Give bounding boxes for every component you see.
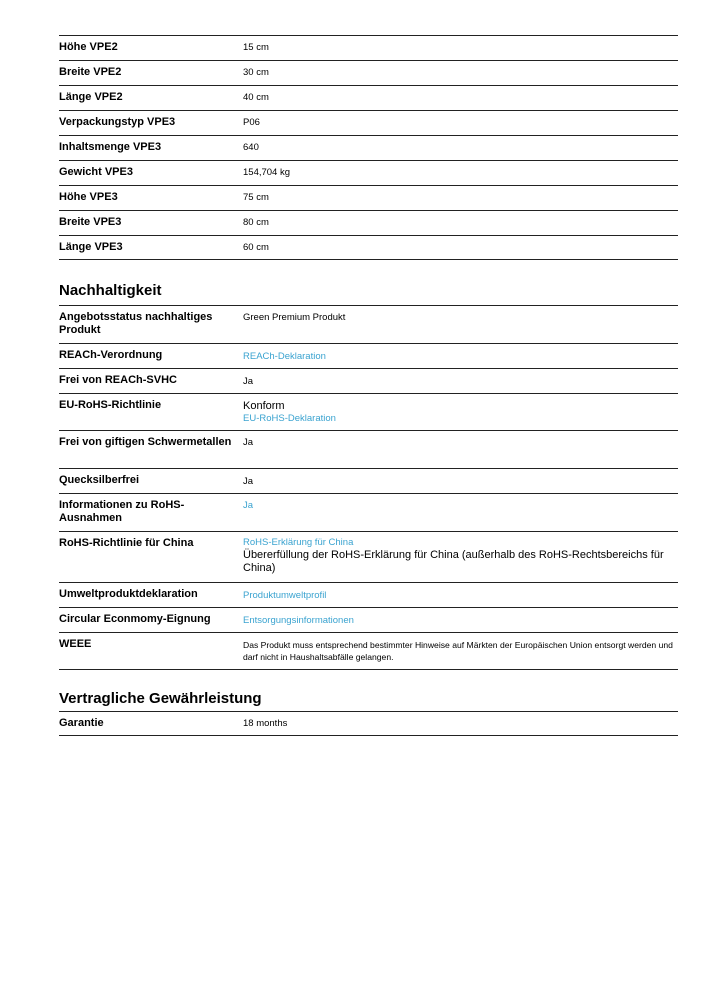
table-row xyxy=(59,210,678,235)
row-label: Informationen zu RoHS-Ausnahmen xyxy=(59,499,185,524)
row-value: Ja xyxy=(243,376,254,387)
reach-declaration-link[interactable]: REACh-Deklaration xyxy=(243,351,326,362)
row-label: Umweltproduktdeklaration xyxy=(59,588,198,600)
product-environmental-profile-link[interactable]: Produktumweltprofil xyxy=(243,590,327,601)
table-row xyxy=(59,35,678,60)
row-value: Ja xyxy=(243,437,254,448)
row-value: 154,704 kg xyxy=(243,167,291,178)
row-value: 80 cm xyxy=(243,217,269,228)
table-row xyxy=(59,343,678,368)
row-value: 75 cm xyxy=(243,192,269,203)
row-label: EU-RoHS-Richtlinie xyxy=(59,399,162,411)
warranty-table xyxy=(59,711,678,736)
row-label: Frei von giftigen Schwermetallen xyxy=(59,436,232,448)
row-label: Inhaltsmenge VPE3 xyxy=(59,141,162,153)
row-label: Garantie xyxy=(59,717,104,729)
row-label: Quecksilberfrei xyxy=(59,474,140,486)
rohs-china-statement: Übererfüllung der RoHS-Erklärung für China (außerhalb des RoHS-Rechtsbereichs für China) xyxy=(243,549,664,574)
row-value: P06 xyxy=(243,117,260,128)
row-label: Circular Econmomy-Eignung xyxy=(59,613,211,625)
row-label: Höhe VPE3 xyxy=(59,191,118,203)
table-row xyxy=(59,493,678,531)
table-row xyxy=(59,368,678,393)
row-value xyxy=(243,394,678,430)
product-data-sheet xyxy=(59,35,678,736)
table-row xyxy=(59,607,678,632)
table-row xyxy=(59,235,678,260)
row-value: 15 cm xyxy=(243,42,269,53)
row-label: Verpackungstyp VPE3 xyxy=(59,116,176,128)
sustainability-table xyxy=(59,305,678,670)
eu-rohs-declaration-link[interactable]: EU-RoHS-Deklaration xyxy=(243,413,336,424)
row-value: 30 cm xyxy=(243,67,269,78)
table-row xyxy=(59,582,678,607)
row-label: Höhe VPE2 xyxy=(59,41,118,53)
table-row xyxy=(59,711,678,736)
row-label: Länge VPE3 xyxy=(59,241,123,253)
table-row xyxy=(59,430,678,468)
row-label: RoHS-Richtlinie für China xyxy=(59,537,194,549)
row-value: 60 cm xyxy=(243,242,269,253)
table-row xyxy=(59,531,678,582)
row-label: Breite VPE2 xyxy=(59,66,122,78)
table-row xyxy=(59,185,678,210)
section-title-warranty: Vertragliche Gewährleistung xyxy=(59,690,262,707)
packaging-table xyxy=(59,35,678,260)
section-title-sustainability: Nachhaltigkeit xyxy=(59,282,162,299)
row-value: Das Produkt muss entsprechend bestimmter Hinweise auf Märkten der Europäischen Union entsorgt werden und darf nicht in Haushaltsabfälle gelangen. xyxy=(243,640,673,662)
row-value: 40 cm xyxy=(243,92,269,103)
row-label: Länge VPE2 xyxy=(59,91,123,103)
rohs-exemptions-link[interactable]: Ja xyxy=(243,500,254,511)
row-value xyxy=(243,532,678,582)
rohs-status: Konform xyxy=(243,400,285,412)
row-label: Angebotsstatus nachhaltiges Produkt xyxy=(59,311,213,336)
table-row xyxy=(59,85,678,110)
table-row xyxy=(59,110,678,135)
row-value: Green Premium Produkt xyxy=(243,312,346,323)
table-row xyxy=(59,393,678,430)
table-row xyxy=(59,468,678,493)
row-label: WEEE xyxy=(59,638,92,650)
table-row xyxy=(59,160,678,185)
row-value: 18 months xyxy=(243,718,288,729)
table-row xyxy=(59,60,678,85)
rohs-china-declaration-link[interactable]: RoHS-Erklärung für China xyxy=(243,537,354,548)
row-label: REACh-Verordnung xyxy=(59,349,163,361)
row-value: Ja xyxy=(243,476,254,487)
disposal-information-link[interactable]: Entsorgungsinformationen xyxy=(243,615,354,626)
row-label: Frei von REACh-SVHC xyxy=(59,374,177,386)
table-row xyxy=(59,632,678,670)
row-value: 640 xyxy=(243,142,259,153)
table-row xyxy=(59,135,678,160)
row-label: Gewicht VPE3 xyxy=(59,166,133,178)
table-row xyxy=(59,305,678,343)
row-label: Breite VPE3 xyxy=(59,216,122,228)
